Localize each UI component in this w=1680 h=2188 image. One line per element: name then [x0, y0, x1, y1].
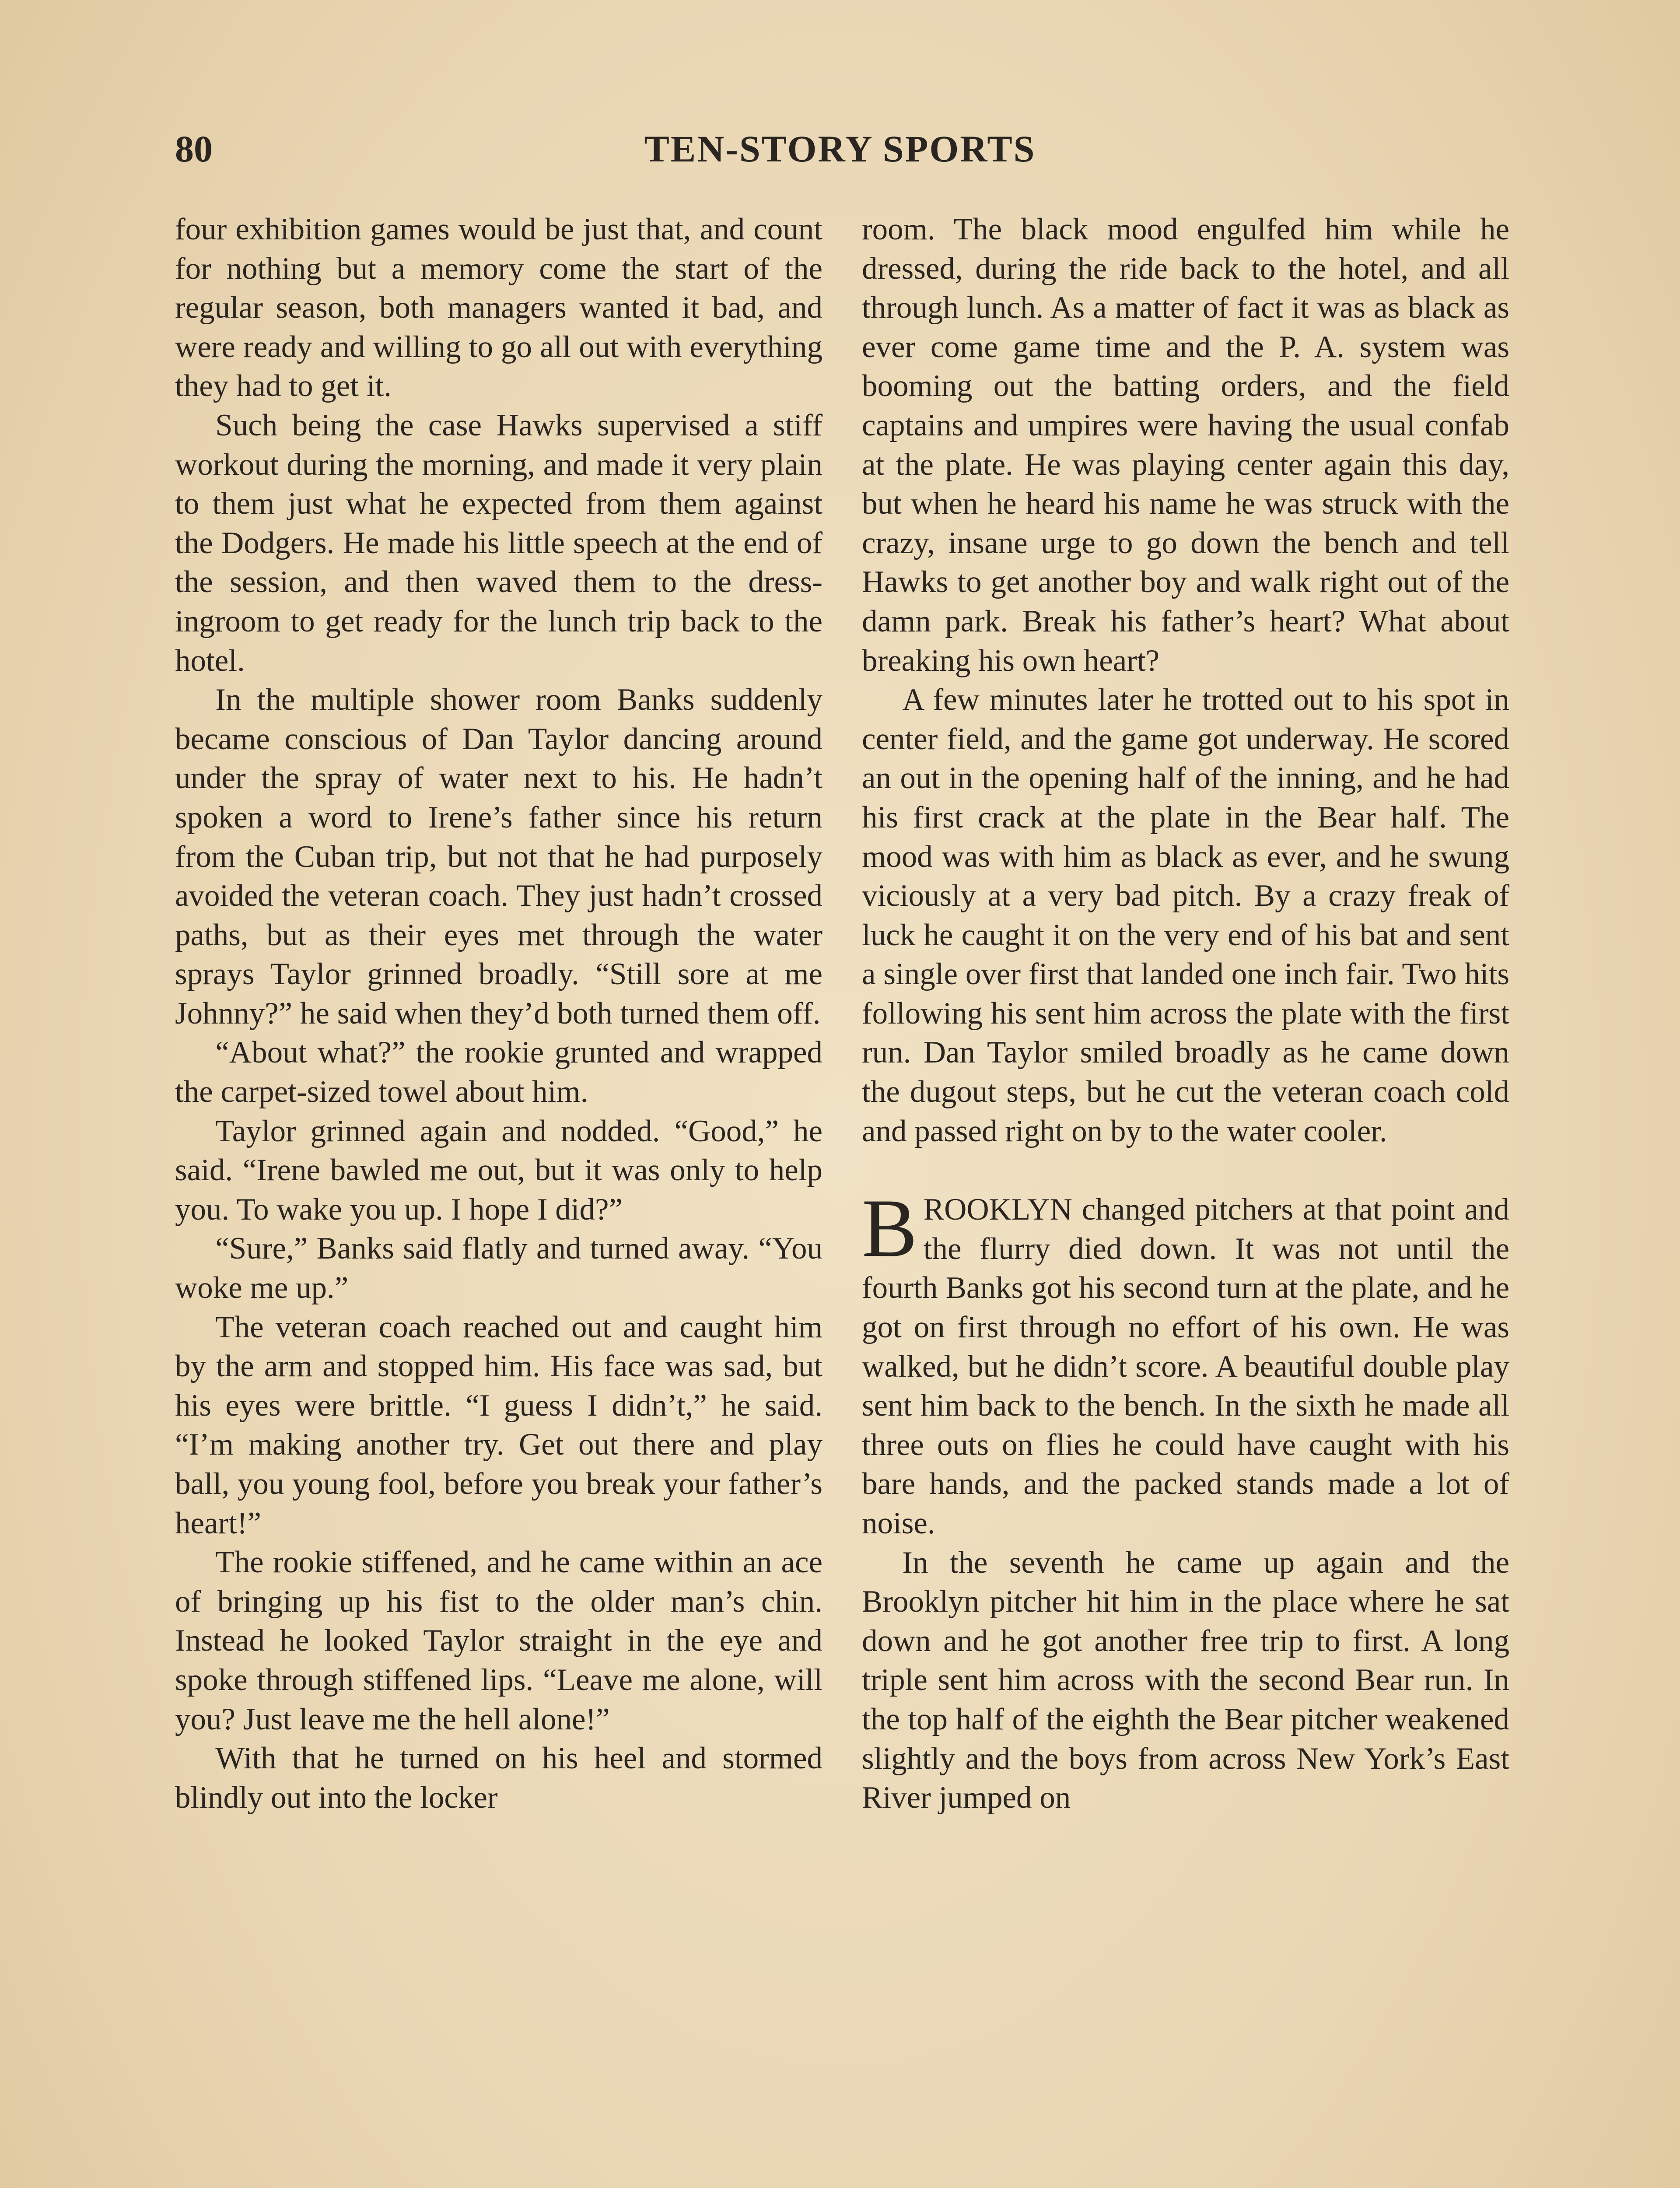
paragraph: four exhibition games would be just that, and count for nothing but a memory come the start of the regular season, both managers wanted it bad, and were ready and willing to go all out with everything they had to get it.	[175, 212, 822, 403]
section-break-paragraph	[862, 1182, 1509, 1543]
paragraph: room. The black mood engulfed him while he dressed, during the ride back to the hotel, and all through lunch. As a matter of fact it was as black as ever come game time and the P. A. system was booming out the batting orders, and the field captains and umpires were having the usual confab at the plate. He was playing center again this day, but when he heard his name he was struck with the crazy, insane urge to go down the bench and tell Hawks to get another boy and walk right out of the damn park. Break his father’s heart? What about breaking his own heart?	[862, 212, 1509, 678]
paragraph: The rookie stiffened, and he came within an ace of bringing up his fist to the older man’s chin. Instead he looked Taylor straight in the eye and spoke through stiffened lips. “Leave me alone, will you? Just leave me the hell alone!”	[175, 1545, 822, 1736]
paragraph: A few minutes later he trotted out to his spot in center field, and the game got underway. He scored an out in the opening half of the inning, and he had his first crack at the plate in the Bear half. The mood was with him as black as ever, and he swung viciously at a very bad pitch. By a crazy freak of luck he caught it on the very end of his bat and sent a single over first that landed one inch fair. Two hits following his sent him across the plate with the first run. Dan Taylor smiled broadly as he came down the dugout steps, but he cut the veteran coach cold and passed right on by to the water cooler.	[862, 683, 1509, 1148]
right-column	[862, 210, 1509, 2188]
paragraph: Such being the case Hawks supervised a stiff workout during the morning, and made it very plain to them just what he expected from them against the Dodgers. He made his little speech at the end of the session, and then waved them to the dressingroom to get ready for the lunch trip back to the hotel.	[175, 408, 822, 678]
left-column	[175, 210, 822, 2188]
drop-cap: B	[862, 1182, 917, 1275]
paragraph: “About what?” the rookie grunted and wrapped the carpet-sized towel about him.	[175, 1035, 822, 1109]
drop-cap-text: ROOKLYN changed pitchers at that point and the flurry died down. It was not until the fourth Banks got his second turn at the plate, and he got on first through no effort of his own. He was walked, but he didn’t score. A beautiful double play sent him back to the bench. In the sixth he made all three outs on flies he could have caught with his bare hands, and the packed stands made a lot of noise.	[862, 1192, 1509, 1540]
page-header	[0, 118, 1680, 179]
paragraph: In the multiple shower room Banks suddenly became conscious of Dan Taylor dancing around under the spray of water next to his. He hadn’t spoken a word to Irene’s father since his return from the Cuban trip, but not that he had purposely avoided the veteran coach. They just hadn’t crossed paths, but as their eyes met through the water sprays Taylor grinned broadly. “Still sore at me Johnny?” he said when they’d both turned them off.	[175, 683, 822, 1031]
page-number: 80	[175, 128, 213, 170]
paragraph: The veteran coach reached out and caught him by the arm and stopped him. His face was sad, but his eyes were brittle. “I guess I didn’t,” he said. “I’m making another try. Get out there and play ball, you young fool, before you break your father’s heart!”	[175, 1310, 822, 1540]
paragraph: In the seventh he came up again and the Brooklyn pitcher hit him in the place where he sat down and he got another free trip to first. A long triple sent him across with the second Bear run. In the top half of the eighth the Bear pitcher weakened slightly and the boys from across New York’s East River jumped on	[862, 1545, 1509, 1815]
running-head: TEN-STORY SPORTS	[644, 128, 1036, 170]
paragraph: “Sure,” Banks said flatly and turned away. “You woke me up.”	[175, 1231, 822, 1305]
paragraph: With that he turned on his heel and stormed blindly out into the locker	[175, 1741, 822, 1815]
paragraph: Taylor grinned again and nodded. “Good,” he said. “Irene bawled me out, but it was only to help you. To wake you up. I hope I did?”	[175, 1114, 822, 1227]
